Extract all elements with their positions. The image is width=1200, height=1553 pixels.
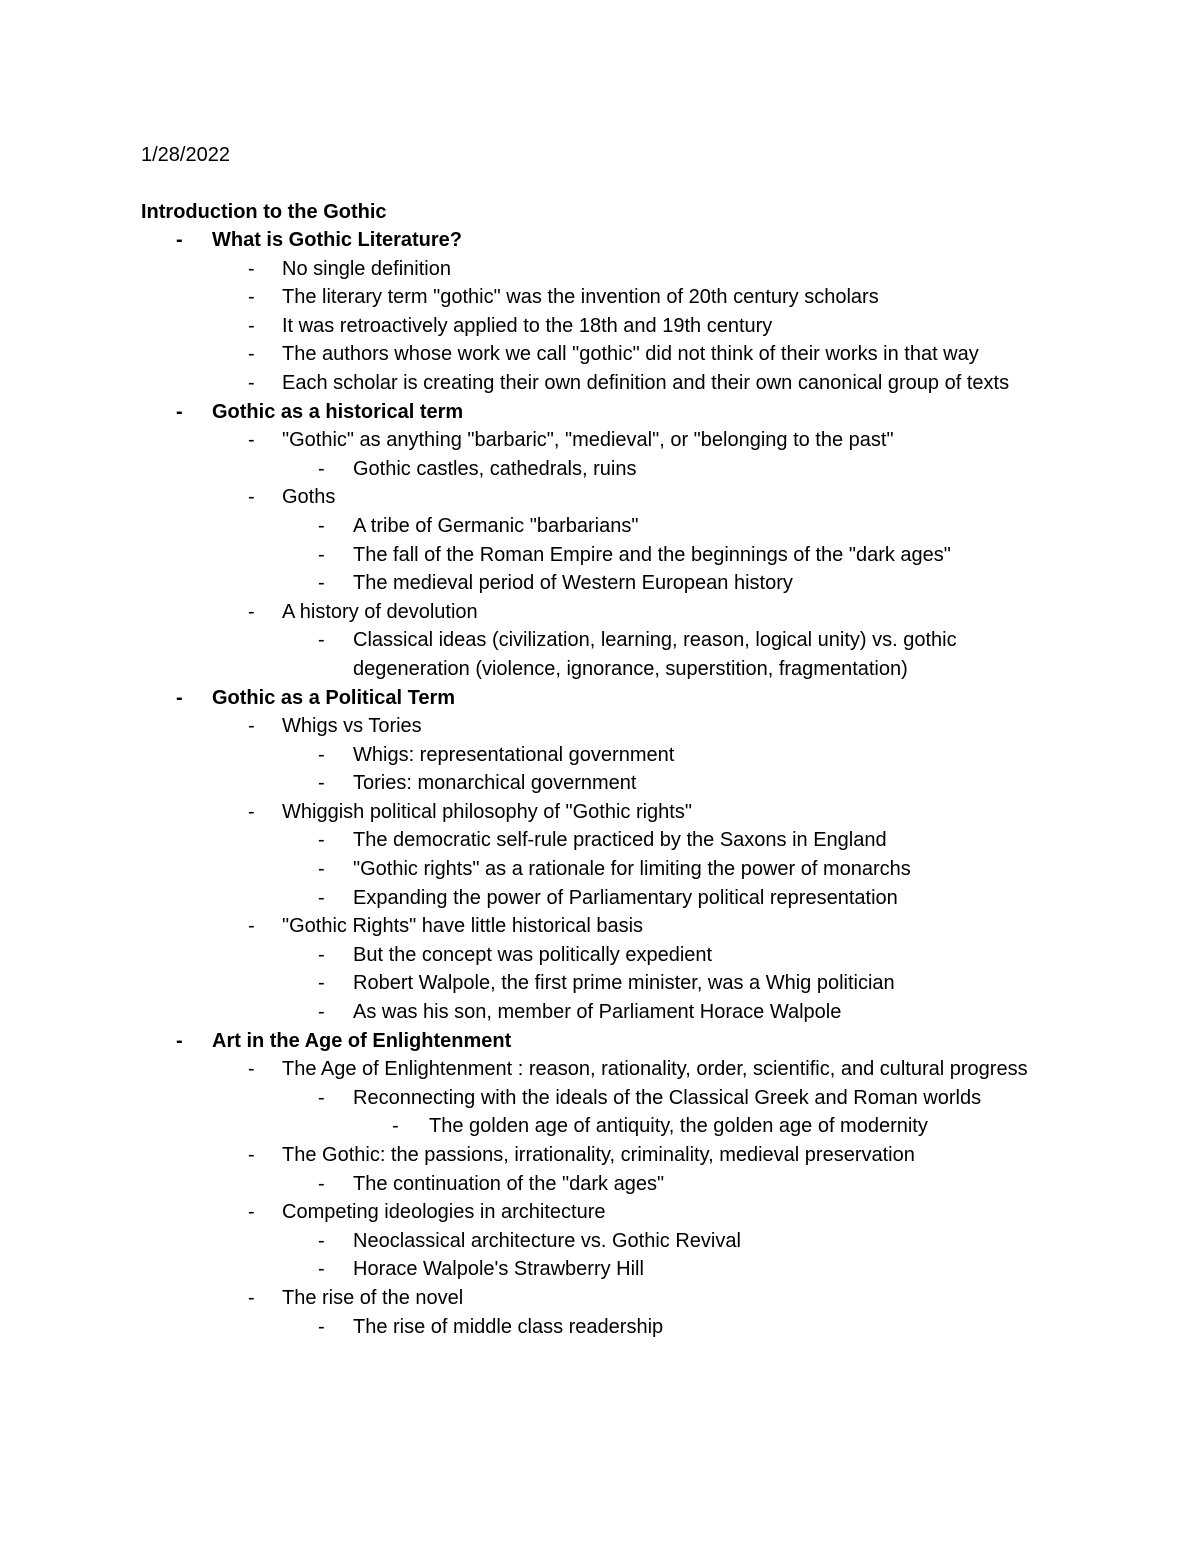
outline-item-level-1 <box>0 1027 1200 1056</box>
bullet-dash: - <box>176 1029 183 1052</box>
outline-item-level-3 <box>0 769 1200 798</box>
outline-item-text: Whigs vs Tories <box>282 715 422 738</box>
outline-item-level-3 <box>0 1313 1200 1342</box>
outline-item-text: It was retroactively applied to the 18th and 19th century <box>282 314 773 337</box>
bullet-dash: - <box>318 1172 325 1195</box>
outline-item-level-2 <box>0 598 1200 627</box>
outline-item-level-2 <box>0 369 1200 398</box>
bullet-dash: - <box>176 229 183 251</box>
outline-item-level-2 <box>0 912 1200 941</box>
bullet-dash: - <box>318 1258 325 1281</box>
outline-item-text: The medieval period of Western European history <box>353 572 793 595</box>
outline-item-text: Horace Walpole's Strawberry Hill <box>353 1258 644 1281</box>
outline-item-level-3 <box>0 512 1200 541</box>
bullet-dash: - <box>318 772 325 795</box>
outline-item-text: The rise of middle class readership <box>353 1315 664 1338</box>
outline-item-level-2 <box>0 1141 1200 1170</box>
bullet-dash: - <box>248 343 255 366</box>
bullet-dash: - <box>248 257 255 280</box>
outline-item-level-2 <box>0 340 1200 369</box>
outline-item-text: Goths <box>282 486 336 509</box>
outline-item-text: The golden age of antiquity, the golden age of modernity <box>429 1115 928 1138</box>
outline-item-level-3 <box>0 998 1200 1027</box>
note-date: 1/28/2022 <box>141 144 230 166</box>
outline-item-level-4 <box>0 1112 1200 1141</box>
outline-item-text: Expanding the power of Parliamentary political representation <box>353 886 898 909</box>
outline-item-level-3 <box>0 969 1200 998</box>
outline-item-level-3 <box>0 826 1200 855</box>
outline-item-text: The authors whose work we call "gothic" did not think of their works in that way <box>282 343 979 366</box>
bullet-dash: - <box>318 829 325 852</box>
bullet-dash: - <box>318 943 325 966</box>
outline-item-text: Gothic as a historical term <box>212 400 464 423</box>
outline-item-text: Robert Walpole, the first prime minister, was a Whig politician <box>353 972 895 995</box>
outline-item-level-3 <box>0 1170 1200 1199</box>
bullet-dash: - <box>318 1086 325 1109</box>
outline-item-text: Whiggish political philosophy of "Gothic rights" <box>282 800 692 823</box>
outline-item-level-3 <box>0 455 1200 484</box>
outline-item-level-2 <box>0 1198 1200 1227</box>
bullet-dash: - <box>318 629 325 652</box>
bullet-dash: - <box>176 686 183 709</box>
outline-item-level-2 <box>0 312 1200 341</box>
outline-item-level-3 <box>0 626 1200 683</box>
outline-item-level-1 <box>0 398 1200 427</box>
outline-item-text: Gothic as a Political Term <box>212 686 456 709</box>
outline-item-level-2 <box>0 798 1200 827</box>
outline-item-level-2 <box>0 255 1200 284</box>
outline-item-level-3 <box>0 855 1200 884</box>
bullet-dash: - <box>318 457 325 480</box>
outline-item-text: The fall of the Roman Empire and the beginnings of the "dark ages" <box>353 543 951 566</box>
outline-item-text: Each scholar is creating their own definition and their own canonical group of texts <box>282 371 1010 394</box>
outline-item-level-2 <box>0 426 1200 455</box>
bullet-dash: - <box>318 1229 325 1252</box>
bullet-dash: - <box>248 1201 255 1224</box>
outline-item-text: As was his son, member of Parliament Horace Walpole <box>353 1001 842 1024</box>
bullet-dash: - <box>318 514 325 537</box>
outline-item-text: Reconnecting with the ideals of the Classical Greek and Roman worlds <box>353 1086 982 1109</box>
bullet-dash: - <box>248 429 255 452</box>
bullet-dash: - <box>248 486 255 509</box>
bullet-dash: - <box>248 371 255 394</box>
outline-item-level-3 <box>0 541 1200 570</box>
outline-item-level-2 <box>0 1055 1200 1084</box>
outline-item-text: A history of devolution <box>282 600 478 623</box>
outline-item-text: "Gothic" as anything "barbaric", "medieval", or "belonging to the past" <box>282 429 894 452</box>
bullet-dash: - <box>318 886 325 909</box>
outline-list <box>0 226 1200 1341</box>
outline-item-text: But the concept was politically expedient <box>353 943 713 966</box>
outline-item-level-3 <box>0 1227 1200 1256</box>
bullet-dash: - <box>318 743 325 766</box>
outline-item-level-3 <box>0 741 1200 770</box>
outline-item-text: The democratic self-rule practiced by the Saxons in England <box>353 829 887 852</box>
bullet-dash: - <box>248 1058 255 1081</box>
outline-item-text: Classical ideas (civilization, learning, reason, logical unity) vs. gothic degeneration (violence, ignorance, superstition, fragmentation) <box>353 629 957 680</box>
bullet-dash: - <box>392 1115 399 1138</box>
outline-item-text: What is Gothic Literature? <box>212 229 463 251</box>
outline-item-level-1 <box>0 226 1200 255</box>
bullet-dash: - <box>248 800 255 823</box>
outline-item-level-1 <box>0 684 1200 713</box>
bullet-dash: - <box>318 543 325 566</box>
bullet-dash: - <box>248 915 255 938</box>
bullet-dash: - <box>248 286 255 309</box>
outline-item-level-2 <box>0 712 1200 741</box>
bullet-dash: - <box>248 1286 255 1309</box>
outline-item-level-2 <box>0 483 1200 512</box>
outline-item-level-3 <box>0 1084 1200 1113</box>
outline-item-level-3 <box>0 884 1200 913</box>
outline-item-level-2 <box>0 283 1200 312</box>
bullet-dash: - <box>318 858 325 881</box>
outline-item-text: Art in the Age of Enlightenment <box>212 1029 512 1052</box>
outline-item-level-2 <box>0 1284 1200 1313</box>
bullet-dash: - <box>318 1315 325 1338</box>
outline-item-text: Tories: monarchical government <box>353 772 637 795</box>
outline-item-text: The literary term "gothic" was the invention of 20th century scholars <box>282 286 879 309</box>
outline-item-text: A tribe of Germanic "barbarians" <box>353 514 639 537</box>
outline-item-text: Whigs: representational government <box>353 743 675 766</box>
outline-item-level-3 <box>0 1255 1200 1284</box>
outline-item-text: The continuation of the "dark ages" <box>353 1172 665 1195</box>
page-title: Introduction to the Gothic <box>141 201 387 223</box>
bullet-dash: - <box>318 972 325 995</box>
bullet-dash: - <box>176 400 183 423</box>
bullet-dash: - <box>318 1001 325 1024</box>
bullet-dash: - <box>248 1144 255 1166</box>
outline-item-text: Competing ideologies in architecture <box>282 1201 606 1224</box>
outline-item-text: The Age of Enlightenment : reason, rationality, order, scientific, and cultural progress <box>282 1058 1028 1081</box>
outline-item-text: "Gothic Rights" have little historical basis <box>282 915 644 938</box>
bullet-dash: - <box>248 715 255 738</box>
bullet-dash: - <box>248 600 255 623</box>
outline-item-text: Gothic castles, cathedrals, ruins <box>353 457 637 480</box>
outline-item-text: The rise of the novel <box>282 1286 464 1309</box>
bullet-dash: - <box>318 572 325 595</box>
outline-item-text: Neoclassical architecture vs. Gothic Revival <box>353 1229 741 1252</box>
outline-item-level-3 <box>0 569 1200 598</box>
outline-item-text: The Gothic: the passions, irrationality, criminality, medieval preservation <box>282 1144 915 1166</box>
outline-item-text: No single definition <box>282 257 451 280</box>
outline-item-text: "Gothic rights" as a rationale for limiting the power of monarchs <box>353 858 911 881</box>
bullet-dash: - <box>248 314 255 337</box>
outline-item-level-3 <box>0 941 1200 970</box>
